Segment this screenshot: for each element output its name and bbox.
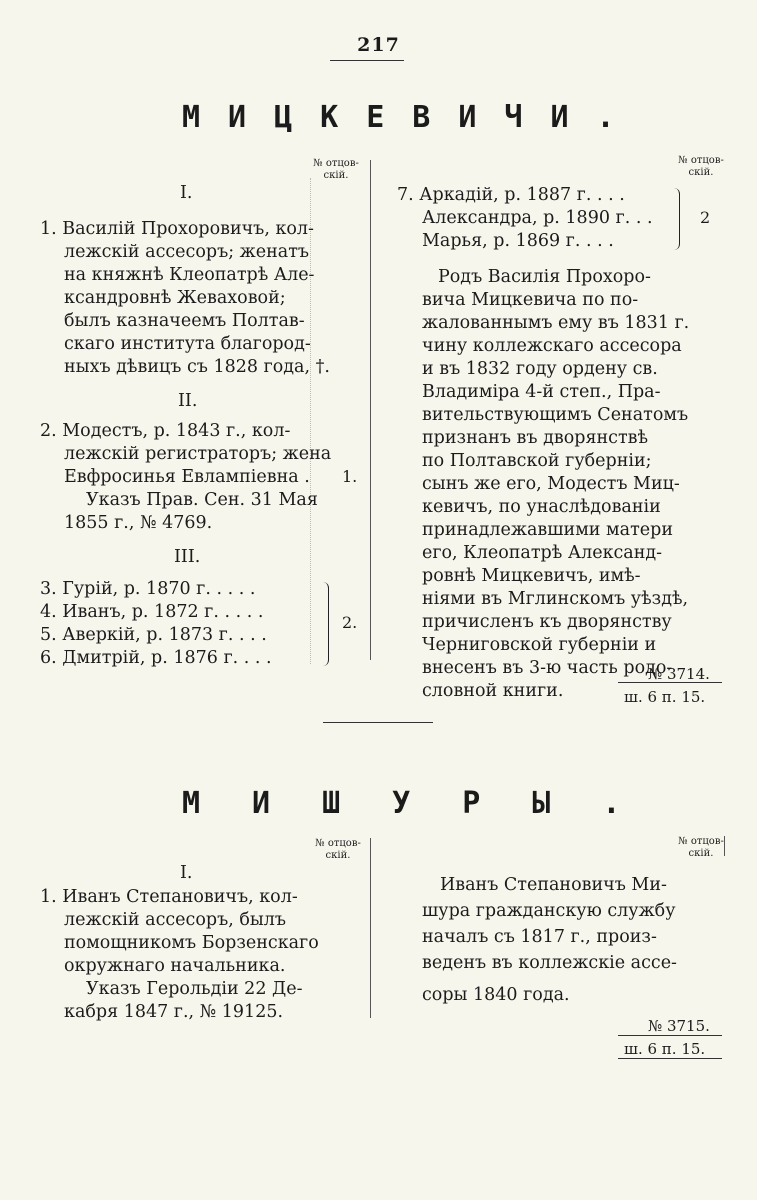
entry-line: 1. Иванъ Степановичъ, кол- (40, 887, 298, 907)
entry-line: 2. Модестъ, р. 1843 г., кол- (40, 421, 291, 441)
section-title-mitskevichi: МИЦКЕВИЧИ. (182, 100, 643, 135)
brace-icon (673, 188, 680, 250)
section-divider (323, 722, 433, 723)
page-number-rule (330, 60, 404, 61)
archive-ref-number: № 3715. (648, 1017, 710, 1035)
note-line: сынъ же его, Модестъ Миц- (422, 474, 680, 494)
brace-icon (322, 582, 329, 666)
note-line: кевичъ, по унаслѣдованіи (422, 497, 661, 517)
note-line: веденъ въ коллежскіе ассе- (422, 953, 677, 973)
note-line: ровнѣ Мицкевичъ, имѣ- (422, 566, 641, 586)
entry-line: 5. Аверкій, р. 1873 г. . . . (40, 625, 267, 645)
father-number: 2 (700, 208, 711, 227)
note-line: вича Мицкевича по по- (422, 290, 639, 310)
father-column-header-left: № отцов- скій. (315, 838, 361, 861)
entry-line: скаго института благород- (64, 334, 311, 354)
note-line: Иванъ Степановичъ Ми- (440, 875, 667, 895)
note-line: Родъ Василія Прохоро- (438, 267, 651, 287)
note-line: по Полтавской губерніи; (422, 451, 652, 471)
note-line: и въ 1832 году ордену св. (422, 359, 658, 379)
entry-line: Указъ Герольдіи 22 Де- (86, 979, 303, 999)
father-column-divider-left (310, 178, 311, 664)
father-column-header-left: № отцов- скій. (313, 158, 359, 181)
entry-line: Александра, р. 1890 г. . . (422, 208, 653, 228)
ref-rule (618, 682, 722, 683)
note-line: его, Клеопатрѣ Александ- (422, 543, 663, 563)
note-line: началъ съ 1817 г., произ- (422, 927, 657, 947)
section-title-mishury: МИШУРЫ. (182, 786, 673, 821)
entry-line: Марья, р. 1869 г. . . . (422, 231, 614, 251)
entry-line: Евфросинья Евлампіевна . (64, 467, 310, 487)
entry-line: лежскій регистраторъ; жена (64, 444, 332, 464)
generation-heading-1: I. (180, 863, 193, 883)
father-number: 1. (342, 467, 358, 486)
entry-line: 7. Аркадій, р. 1887 г. . . . (397, 185, 625, 205)
page-number: 217 (357, 34, 400, 56)
entry-line: былъ казначеемъ Полтав- (64, 311, 305, 331)
note-line: ніями въ Мглинскомъ уѣздѣ, (422, 589, 689, 609)
note-line: принадлежавшими матери (422, 520, 673, 540)
note-line: вительствующимъ Сенатомъ (422, 405, 689, 425)
father-number: 2. (342, 613, 358, 632)
generation-heading-1: I. (180, 183, 193, 203)
note-line: внесенъ въ 3-ю часть родо- (422, 658, 673, 678)
archive-ref-number: № 3714. (648, 665, 710, 683)
right-column-divider (724, 836, 725, 856)
entry-line: помощникомъ Борзенскаго (64, 933, 319, 953)
father-column-header-right: № отцов- скій. (678, 155, 724, 178)
note-line: Черниговской губерніи и (422, 635, 657, 655)
archive-ref-location: ш. 6 п. 15. (624, 688, 706, 706)
entry-line: 3. Гурій, р. 1870 г. . . . . (40, 579, 256, 599)
entry-line: Указъ Прав. Сен. 31 Мая (86, 490, 318, 510)
note-line: словной книги. (422, 681, 564, 701)
ref-rule (618, 1035, 722, 1036)
entry-line: окружнаго начальника. (64, 956, 286, 976)
left-column-divider (370, 838, 371, 1018)
entry-line: лежскій ассесоръ, былъ (64, 910, 287, 930)
note-line: соры 1840 года. (422, 985, 570, 1005)
entry-line: лежскій ассесоръ; женатъ (64, 242, 310, 262)
father-column-header-right: № отцов- скій. (678, 836, 724, 859)
note-line: признанъ въ дворянствѣ (422, 428, 649, 448)
left-column-divider (370, 160, 371, 660)
entry-line: кабря 1847 г., № 19125. (64, 1002, 284, 1022)
entry-line: на княжнѣ Клеопатрѣ Але- (64, 265, 315, 285)
note-line: чину коллежскаго ассесора (422, 336, 682, 356)
entry-line: 6. Дмитрій, р. 1876 г. . . . (40, 648, 272, 668)
note-line: жалованнымъ ему въ 1831 г. (422, 313, 690, 333)
generation-heading-2: II. (178, 391, 198, 411)
ref-rule (618, 1058, 722, 1059)
entry-line: 4. Иванъ, р. 1872 г. . . . . (40, 602, 264, 622)
note-line: причисленъ къ дворянству (422, 612, 672, 632)
note-line: шура гражданскую службу (422, 901, 676, 921)
archive-ref-location: ш. 6 п. 15. (624, 1040, 706, 1058)
entry-line: 1855 г., № 4769. (64, 513, 213, 533)
entry-line: 1. Василій Прохоровичъ, кол- (40, 219, 314, 239)
entry-line: ныхъ дѣвицъ съ 1828 года, †. (64, 357, 330, 377)
entry-line: ксандровнѣ Жеваховой; (64, 288, 286, 308)
note-line: Владиміра 4-й степ., Пра- (422, 382, 661, 402)
generation-heading-3: III. (174, 547, 201, 567)
